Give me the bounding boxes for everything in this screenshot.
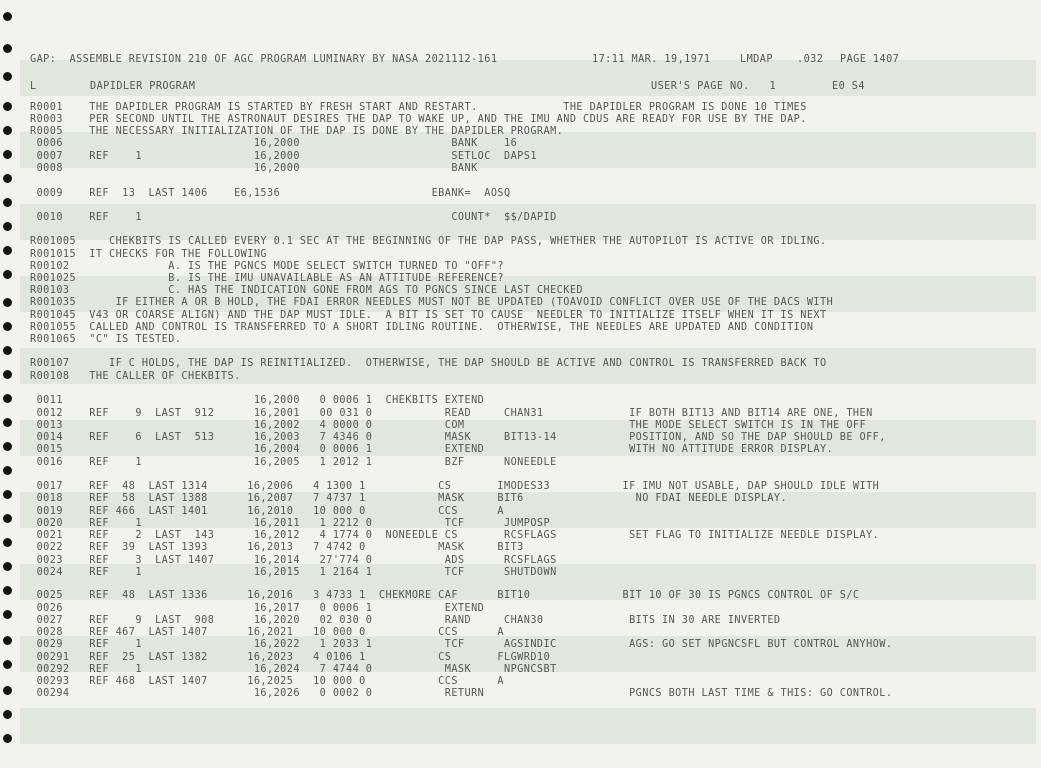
listing-line: R0005 THE NECESSARY INITIALIZATION OF THE DAP IS DONE BY THE DAPIDLER PROGRAM. xyxy=(30,126,564,137)
feed-hole xyxy=(3,636,12,645)
listing-line: R00108 THE CALLER OF CHEKBITS. xyxy=(30,371,241,382)
listing-line: 0023 REF 3 LAST 1407 16,2014 27'774 0 ADS RCSFLAGS xyxy=(30,555,557,566)
listing-line: R0001 THE DAPIDLER PROGRAM IS STARTED BY FRESH START AND RESTART. THE DAPIDLER PROGRAM IS DONE 10 TIMES xyxy=(30,102,807,113)
feed-hole xyxy=(3,394,12,403)
listing-line: 0019 REF 466 LAST 1401 16,2010 10 000 0 CCS A xyxy=(30,506,505,517)
listing-line: 0022 REF 39 LAST 1393 16,2013 7 4742 0 MASK BIT3 xyxy=(30,542,524,553)
listing-header-timestamp: 17:11 MAR. 19,1971 xyxy=(592,54,711,65)
listing-line: R001055 CALLED AND CONTROL IS TRANSFERRED TO A SHORT IDLING ROUTINE. OTHERWISE, THE NEEDLES ARE UPDATED AND CONDITION xyxy=(30,322,814,333)
listing-line: 0013 16,2002 4 0000 0 COM THE MODE SELECT SWITCH IS IN THE OFF xyxy=(30,420,867,431)
listing-line: 0009 REF 13 LAST 1406 E6,1536 EBANK= AOSQ xyxy=(30,188,511,199)
listing-line: R00102 A. IS THE PGNCS MODE SELECT SWITCH TURNED TO "OFF"? xyxy=(30,261,505,272)
program-letter: L xyxy=(30,81,37,92)
listing-line: 00293 REF 468 LAST 1407 16,2025 10 000 0 CCS A xyxy=(30,676,505,687)
listing-line: R00103 C. HAS THE INDICATION GONE FROM AGS TO PGNCS SINCE LAST CHECKED xyxy=(30,285,584,296)
listing-header-title: GAP: ASSEMBLE REVISION 210 OF AGC PROGRAM LUMINARY BY NASA 2021112-161 xyxy=(30,54,498,65)
listing-line: 0020 REF 1 16,2011 1 2212 0 TCF JUMPOSP xyxy=(30,518,551,529)
listing-line: 0008 16,2000 BANK xyxy=(30,163,478,174)
listing-line: R00107 IF C HOLDS, THE DAP IS REINITIALIZED. OTHERWISE, THE DAP SHOULD BE ACTIVE AND CONTROL IS TRANSFERRED BACK TO xyxy=(30,358,827,369)
feed-hole xyxy=(3,734,12,743)
listing-line: 00292 REF 1 16,2024 7 4744 0 MASK NPGNCSBT xyxy=(30,664,557,675)
listing-line: R001045 V43 OR COARSE ALIGN) AND THE DAP MUST IDLE. A BIT IS SET TO CAUSE NEEDLER TO INITIALIZE ITSELF WHEN IT IS NEXT xyxy=(30,310,827,321)
feed-hole xyxy=(3,102,12,111)
listing-line: 0012 REF 9 LAST 912 16,2001 00 031 0 READ CHAN31 IF BOTH BIT13 AND BIT14 ARE ONE, THEN xyxy=(30,408,873,419)
listing-line: R001015 IT CHECKS FOR THE FOLLOWING xyxy=(30,249,268,260)
listing-line: 0027 REF 9 LAST 908 16,2020 02 030 0 RAND CHAN30 BITS IN 30 ARE INVERTED xyxy=(30,615,781,626)
feed-hole xyxy=(3,322,12,331)
feed-hole xyxy=(3,660,12,669)
feed-hole xyxy=(3,298,12,307)
feed-hole xyxy=(3,442,12,451)
listing-line: 00291 REF 25 LAST 1382 16,2023 4 0106 1 CS FLGWRD10 xyxy=(30,652,551,663)
listing-line: 0007 REF 1 16,2000 SETLOC DAPS1 xyxy=(30,151,537,162)
feed-hole xyxy=(3,72,12,81)
listing-line: R001065 "C" IS TESTED. xyxy=(30,334,182,345)
listing-line: R001025 B. IS THE IMU UNAVAILABLE AS AN ATTITUDE REFERENCE? xyxy=(30,273,505,284)
feed-hole xyxy=(3,370,12,379)
feed-hole xyxy=(3,174,12,183)
listing-line: 0006 16,2000 BANK 16 xyxy=(30,138,518,149)
feed-hole xyxy=(3,466,12,475)
feed-hole xyxy=(3,490,12,499)
listing-line: 0016 REF 1 16,2005 1 2012 1 BZF NONEEDLE xyxy=(30,457,557,468)
feed-hole xyxy=(3,12,12,21)
listing-header-page: PAGE 1407 xyxy=(840,54,900,65)
listing-line: R001005 CHEKBITS IS CALLED EVERY 0.1 SEC AT THE BEGINNING OF THE DAP PASS, WHETHER THE AUTOPILOT IS ACTIVE OR IDLING. xyxy=(30,236,827,247)
listing-line: 0029 REF 1 16,2022 1 2033 1 TCF AGSINDIC AGS: GO SET NPGNCSFL BUT CONTROL ANYHOW. xyxy=(30,639,893,650)
listing-line: 0014 REF 6 LAST 513 16,2003 7 4346 0 MASK BIT13-14 POSITION, AND SO THE DAP SHOULD BE OFF, xyxy=(30,432,886,443)
listing-header-lmdap: LMDAP xyxy=(740,54,773,65)
feed-hole xyxy=(3,586,12,595)
feed-hole xyxy=(3,270,12,279)
feed-hole xyxy=(3,686,12,695)
listing-line: 0021 REF 2 LAST 143 16,2012 4 1774 0 NONEEDLE CS RCSFLAGS SET FLAG TO INITIALIZE NEEDLE DISPLAY. xyxy=(30,530,880,541)
feed-hole xyxy=(3,222,12,231)
feed-hole xyxy=(3,562,12,571)
feed-hole xyxy=(3,44,12,53)
feed-hole xyxy=(3,418,12,427)
feed-hole xyxy=(3,346,12,355)
feed-hole xyxy=(3,198,12,207)
listing-line: 0018 REF 58 LAST 1388 16,2007 7 4737 1 MASK BIT6 NO FDAI NEEDLE DISPLAY. xyxy=(30,493,788,504)
feed-hole xyxy=(3,150,12,159)
paper-band xyxy=(20,708,1036,744)
listing-line: 0017 REF 48 LAST 1314 16,2006 4 1300 1 CS IMODES33 IF IMU NOT USABLE, DAP SHOULD IDLE WITH xyxy=(30,481,880,492)
feed-hole xyxy=(3,246,12,255)
program-label: DAPIDLER PROGRAM xyxy=(90,81,196,92)
users-page-number: USER'S PAGE NO. 1 xyxy=(651,81,777,92)
listing-line: 0028 REF 467 LAST 1407 16,2021 10 000 0 CCS A xyxy=(30,627,505,638)
listing-line: 0024 REF 1 16,2015 1 2164 1 TCF SHUTDOWN xyxy=(30,567,557,578)
eo-marker: E0 S4 xyxy=(832,81,865,92)
feed-hole xyxy=(3,710,12,719)
feed-hole xyxy=(3,610,12,619)
feed-hole xyxy=(3,126,12,135)
listing-line: R0003 PER SECOND UNTIL THE ASTRONAUT DESIRES THE DAP TO WAKE UP, AND THE IMU AND CDUS ARE READY FOR USE BY THE DAP. xyxy=(30,114,807,125)
listing-line: 0015 16,2004 0 0006 1 EXTEND WITH NO ATTITUDE ERROR DISPLAY. xyxy=(30,444,834,455)
listing-line: 0010 REF 1 COUNT* $$/DAPID xyxy=(30,212,557,223)
listing-line: 00294 16,2026 0 0002 0 RETURN PGNCS BOTH LAST TIME & THIS: GO CONTROL. xyxy=(30,688,893,699)
listing-header-rev: .032 xyxy=(797,54,824,65)
listing-line: 0011 16,2000 0 0006 1 CHEKBITS EXTEND xyxy=(30,395,485,406)
listing-line: R001035 IF EITHER A OR B HOLD, THE FDAI ERROR NEEDLES MUST NOT BE UPDATED (TOAVOID CONFLICT OVER USE OF THE DACS WITH xyxy=(30,297,834,308)
listing-line: 0025 REF 48 LAST 1336 16,2016 3 4733 1 CHEKMORE CAF BIT10 BIT 10 OF 30 IS PGNCS CONTROL OF S/C xyxy=(30,590,860,601)
feed-hole xyxy=(3,514,12,523)
feed-hole xyxy=(3,538,12,547)
listing-line: 0026 16,2017 0 0006 1 EXTEND xyxy=(30,603,485,614)
